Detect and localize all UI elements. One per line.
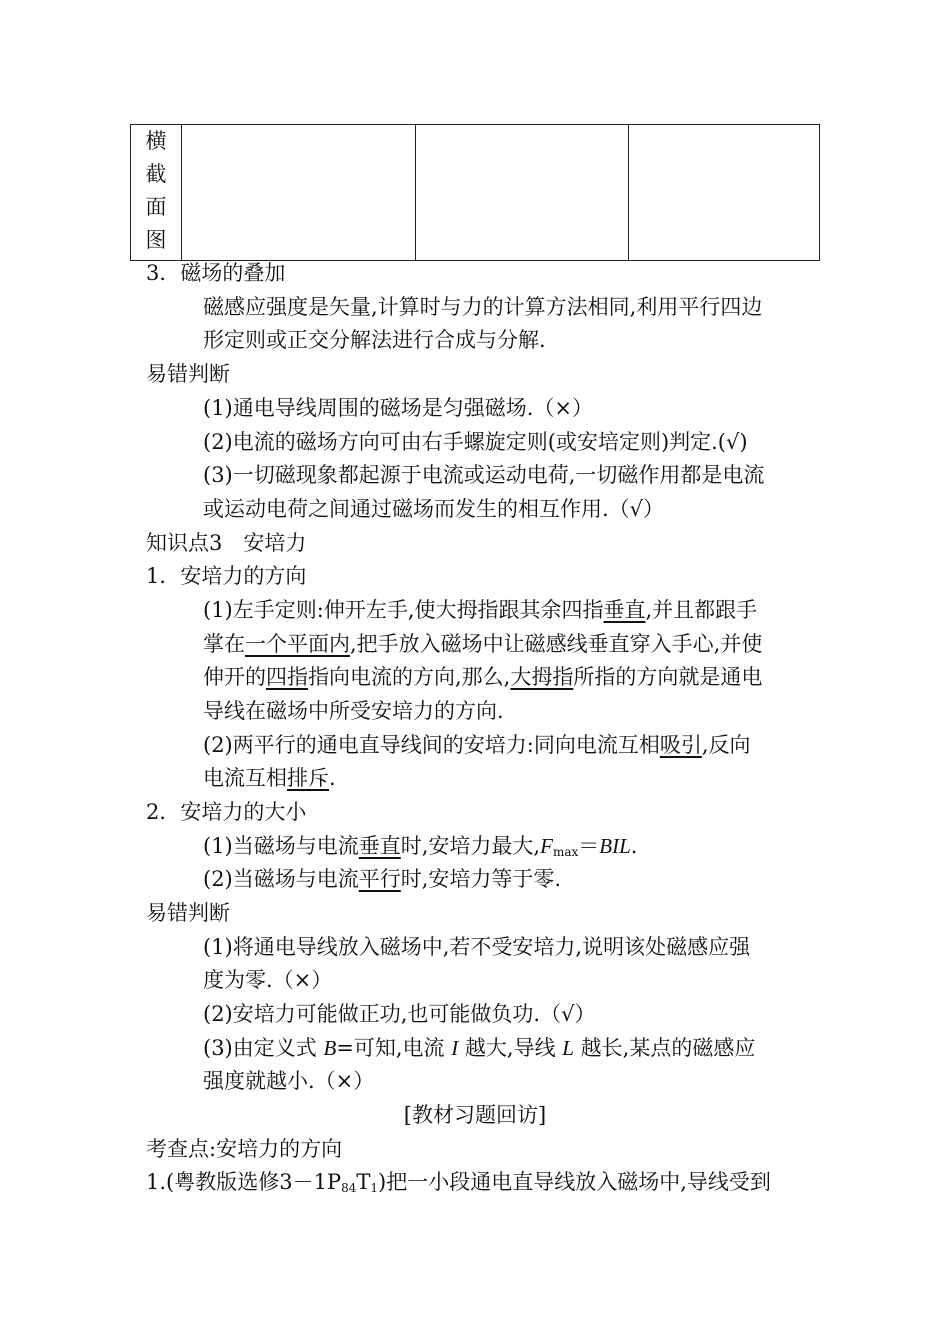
formula-subscript: max <box>552 845 579 859</box>
row-label-char: 横 <box>145 129 167 153</box>
underlined-term: 平行 <box>358 867 401 891</box>
formula-symbol: BIL <box>599 834 631 858</box>
text: 1.(粤教版选修3－1P <box>146 1170 342 1194</box>
judgement-item: (1)将通电导线放入磁场中,若不受安培力,说明该处磁感应强 <box>203 935 751 959</box>
formula-symbol: I <box>451 1036 459 1060</box>
paragraph-line: 形定则或正交分解法进行合成与分解. <box>203 328 546 352</box>
text: . <box>630 834 638 858</box>
paragraph-line <box>203 593 757 627</box>
formula-symbol: F <box>540 834 553 858</box>
formula-symbol: L <box>562 1036 574 1060</box>
judgement-item: (3)一切磁现象都起源于电流或运动电荷,一切磁作用都是电流 <box>203 463 765 487</box>
text: 掌在 <box>203 632 245 656</box>
row-label-char: 截 <box>145 162 167 186</box>
text: 越长,某点的磁感应 <box>580 1036 756 1060</box>
table-cell <box>629 125 820 261</box>
underlined-term: 一个平面内 <box>245 632 350 656</box>
text: 时,安培力最大, <box>400 834 541 858</box>
underlined-term: 四指 <box>266 665 308 689</box>
table-cell <box>416 125 629 261</box>
paragraph-line: 导线在磁场中所受安培力的方向. <box>203 699 504 723</box>
text: =可知,电流 <box>336 1036 445 1060</box>
judgement-title: 易错判断 <box>146 362 230 386</box>
text: 所指的方向就是通电 <box>573 665 763 689</box>
judgement-item: 强度就越小.（×） <box>203 1069 375 1093</box>
text: ,把手放入磁场中让磁感线垂直穿入手心,并使 <box>350 632 763 656</box>
text: T <box>356 1170 371 1194</box>
section-heading: 1．安培力的方向 <box>146 564 307 588</box>
text: ,并且都跟手 <box>645 598 758 622</box>
text: (3)由定义式 <box>203 1036 317 1060</box>
judgement-item: (2)电流的磁场方向可由右手螺旋定则(或安培定则)判定.(√) <box>203 430 748 454</box>
subscript: 84 <box>341 1181 357 1195</box>
subscript: 1 <box>370 1181 379 1195</box>
paragraph-line <box>203 761 336 795</box>
text: )把一小段通电直导线放入磁场中,导线受到 <box>378 1170 771 1194</box>
underlined-term: 排斥 <box>287 766 329 790</box>
paragraph-line <box>203 660 762 694</box>
text: 越大,导线 <box>464 1036 556 1060</box>
text: (1)左手定则:伸开左手,使大拇指跟其余四指 <box>203 598 604 622</box>
text: (2)两平行的通电直导线间的安培力:同向电流互相 <box>203 733 660 757</box>
text: (1)当磁场与电流 <box>203 834 359 858</box>
row-label-cross-section <box>131 125 182 261</box>
underlined-term: 吸引 <box>659 733 702 757</box>
paragraph-line <box>203 728 751 762</box>
underlined-term: 垂直 <box>603 598 646 622</box>
table-row <box>131 125 820 261</box>
formula-symbol: B <box>323 1036 337 1060</box>
text: 时,安培力等于零. <box>400 867 562 891</box>
judgement-title: 易错判断 <box>146 901 230 925</box>
section-heading: 2．安培力的大小 <box>146 800 307 824</box>
table-cell <box>182 125 416 261</box>
judgement-item: 或运动电荷之间通过磁场而发生的相互作用.（√） <box>203 497 665 521</box>
judgement-item: (1)通电导线周围的磁场是匀强磁场.（×） <box>203 396 594 420</box>
judgement-item: 度为零.（×） <box>203 968 333 992</box>
knowledge-point-title: 知识点3 安培力 <box>146 531 307 555</box>
section-heading: 3．磁场的叠加 <box>146 261 286 285</box>
topic-label: 考查点:安培力的方向 <box>146 1137 343 1161</box>
section-title-centered: [教材习题回访] <box>403 1103 547 1127</box>
text: 指向电流的方向,那么, <box>308 665 511 689</box>
question-line <box>146 1165 771 1205</box>
text: (2)当磁场与电流 <box>203 867 359 891</box>
cross-section-table <box>130 124 820 261</box>
text: ＝ <box>578 834 600 858</box>
row-label-char: 图 <box>145 228 167 252</box>
judgement-item: (2)安培力可能做正功,也可能做负功.（√） <box>203 1002 596 1026</box>
text: 电流互相 <box>203 766 287 790</box>
text: ,反向 <box>701 733 751 757</box>
paragraph-line <box>203 627 762 661</box>
row-label-char: 面 <box>145 195 167 219</box>
judgement-item <box>203 1031 755 1065</box>
underlined-term: 垂直 <box>358 834 401 858</box>
underlined-term: 大拇指 <box>510 665 574 689</box>
paragraph-line <box>203 862 561 896</box>
text: . <box>329 766 336 790</box>
paragraph-line: 磁感应强度是矢量,计算时与力的计算方法相同,利用平行四边 <box>203 295 763 319</box>
text: 伸开的 <box>203 665 266 689</box>
